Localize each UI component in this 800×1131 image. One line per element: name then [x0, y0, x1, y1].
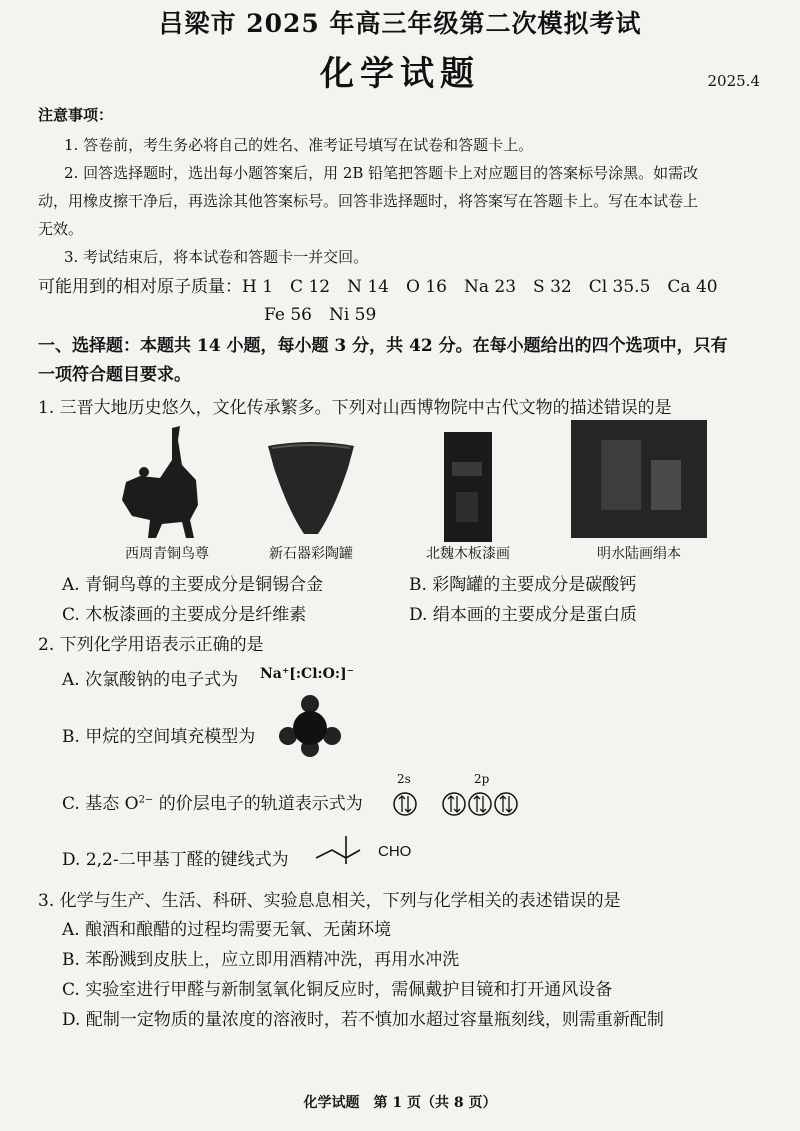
- aldehyde-group-label: CHO: [378, 843, 412, 860]
- section1-heading-cont: 一项符合题目要求。: [38, 365, 191, 385]
- notice-item: 1. 答卷前，考生务必将自己的姓名、准考证号填写在试卷和答题卡上。: [64, 136, 534, 154]
- notice-item: 动，用橡皮擦干净后，再选涂其他答案标号。回答非选择题时，将答案写在答题卡上。写在本试卷上: [38, 192, 699, 210]
- exam-date: 2025.4: [707, 72, 760, 90]
- q3-option-a: A. 酿酒和酿醋的过程均需要无氧、无菌环境: [62, 920, 392, 940]
- atomic-masses-line2: Fe 56 Ni 59: [264, 305, 377, 325]
- q2-option-c: [62, 789, 363, 814]
- page-footer: 化学试题 第 1 页（共 8 页）: [303, 1095, 497, 1111]
- subject-title: 化学试题: [320, 54, 480, 94]
- q2-option-c-prefix: C. 基态 O: [62, 794, 139, 814]
- q1-option-b: B. 彩陶罐的主要成分是碳酸钙: [409, 575, 637, 595]
- q3-option-b: B. 苯酚溅到皮肤上，应立即用酒精冲洗，再用水冲洗: [62, 950, 460, 970]
- atomic-masses-line1: 可能用到的相对原子质量：H 1 C 12 N 14 O 16 Na 23 S 32 Cl 35.5 Ca 40: [38, 277, 718, 297]
- q1-option-c: C. 木板漆画的主要成分是纤维素: [62, 605, 307, 625]
- lacquer-painting-image: [444, 432, 492, 542]
- notice-item: 2. 回答选择题时，选出每小题答案后，用 2B 铅笔把答题卡上对应题目的答案标号涂黑。如需改: [64, 164, 699, 182]
- notice-heading: 注意事项：: [38, 106, 114, 124]
- q3-option-d: D. 配制一定物质的量浓度的溶液时，若不慎加水超过容量瓶刻线，则需重新配制: [62, 1010, 664, 1030]
- caption-bronze-bird-zun: 西周青铜鸟尊: [125, 546, 209, 562]
- section1-heading: 一、选择题：本题共 14 小题，每小题 3 分，共 42 分。在每小题给出的四个选项中，只有: [38, 336, 728, 356]
- orbital-2p-label: 2p: [474, 772, 490, 786]
- q2-option-c-suffix: 的价层电子的轨道表示式为: [153, 794, 363, 814]
- q3-option-c: C. 实验室进行甲醛与新制氢氧化铜反应时，需佩戴护目镜和打开通风设备: [62, 980, 613, 1000]
- naclo-electron-formula: Na⁺[:Cl:O:]⁻: [260, 666, 355, 682]
- q2-option-c-charge: 2−: [138, 794, 154, 806]
- q2-option-b: B. 甲烷的空间填充模型为: [62, 727, 256, 747]
- dimethylbutanal-skeletal-formula: [312, 832, 374, 866]
- notice-item: 无效。: [38, 220, 84, 238]
- caption-lacquer-painting: 北魏木板漆画: [426, 546, 510, 562]
- orbital-diagram: [392, 790, 532, 818]
- methane-space-filling-model: [276, 692, 344, 760]
- caption-silk-painting: 明水陆画绢本: [597, 546, 681, 562]
- orbital-2s-label: 2s: [397, 772, 411, 786]
- silk-painting-image: [571, 420, 707, 538]
- q1-stem: 1. 三晋大地历史悠久，文化传承繁多。下列对山西博物院中古代文物的描述错误的是: [38, 398, 672, 418]
- q2-option-a: A. 次氯酸钠的电子式为: [62, 670, 239, 690]
- q1-option-d: D. 绢本画的主要成分是蛋白质: [409, 605, 637, 625]
- bronze-bird-zun-image: [110, 420, 210, 540]
- caption-painted-pottery: 新石器彩陶罐: [269, 546, 353, 562]
- notice-item: 3. 考试结束后，将本试卷和答题卡一并交回。: [64, 248, 369, 266]
- q1-option-a: A. 青铜鸟尊的主要成分是铜锡合金: [62, 575, 324, 595]
- q2-option-d: D. 2,2-二甲基丁醛的键线式为: [62, 850, 289, 870]
- exam-title: 吕梁市 2025 年高三年级第二次模拟考试: [158, 9, 642, 38]
- painted-pottery-jar-image: [264, 440, 358, 536]
- q2-stem: 2. 下列化学用语表示正确的是: [38, 635, 264, 655]
- q3-stem: 3. 化学与生产、生活、科研、实验息息相关，下列与化学相关的表述错误的是: [38, 891, 621, 911]
